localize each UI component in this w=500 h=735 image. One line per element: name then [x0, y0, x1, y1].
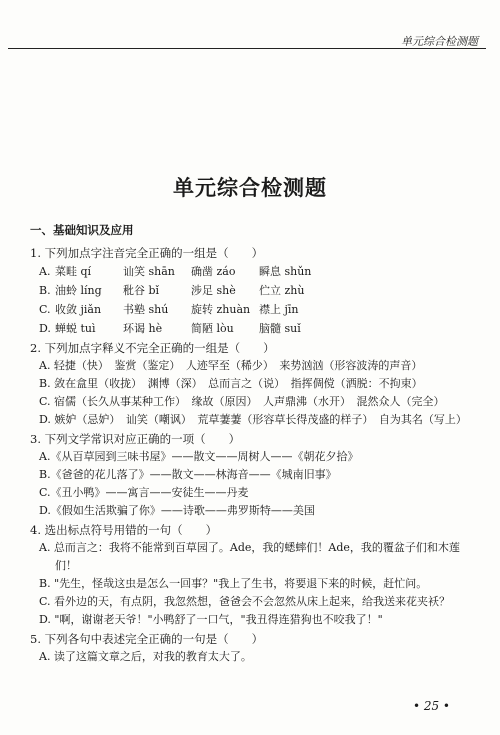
- option-letter: C.: [39, 303, 51, 316]
- option-item: 书塾 shú: [123, 303, 169, 316]
- option-item: 秕谷 bǐ: [123, 284, 160, 297]
- option-row-b: [30, 281, 478, 300]
- question-stem: 2. 下列加点字释义不完全正确的一组是（ ）: [30, 341, 275, 355]
- section-title: 一、基础知识及应用: [30, 223, 134, 237]
- option-item: 伫立 zhù: [259, 284, 305, 297]
- question-1: [30, 244, 478, 338]
- question-5: [30, 630, 478, 666]
- question-4: [30, 521, 478, 629]
- question-2: [30, 339, 478, 429]
- option-c: C. 看外边的天，有点阴，我忽然想，爸爸会不会忽然从床上起来，给我送来花夹袄？: [39, 595, 451, 608]
- option-b: B. 敛在盒里（收拢） 渊博（深） 总而言之（说） 指挥倜傥（洒脱：不拘束）: [39, 377, 423, 390]
- question-stem: 4. 选出标点符号用错的一句（ ）: [30, 523, 218, 537]
- exercise-content: [30, 222, 478, 667]
- option-c: C.《丑小鸭》——寓言——安徒生——丹麦: [39, 486, 249, 499]
- running-header-title: 单元综合检测题: [401, 35, 478, 48]
- option-item: 蝉蜕 tuì: [55, 322, 96, 335]
- option-row-c: [30, 300, 478, 319]
- option-item: 油蛉 líng: [55, 284, 102, 297]
- option-c: C. 宿儒（长久从事某种工作） 缘故（原因） 人声鼎沸（水开） 混然众人（完全）: [39, 395, 445, 408]
- option-item: 瞬息 shǔn: [259, 265, 312, 278]
- option-a: A. 轻捷（快） 鉴赏（鉴定） 人迹罕至（稀少） 来势汹汹（形容波涛的声音）: [39, 359, 423, 372]
- option-a: A. 总而言之：我将不能常到百草园了。Ade，我的蟋蟀们！Ade，我的覆盆子们和木莲们！: [39, 541, 460, 572]
- option-item: 收敛 jiǎn: [55, 303, 102, 316]
- page-number: • 25 •: [412, 699, 450, 713]
- option-a: A. 读了这篇文章之后，对我的教育太大了。: [39, 650, 252, 663]
- option-d: D. "啊，谢谢老天爷！"小鸭舒了一口气，"我丑得连猎狗也不咬我了！": [39, 613, 383, 626]
- question-stem: 3. 下列文学常识对应正确的一项（ ）: [30, 432, 241, 446]
- option-d: D. 嫉妒（忌妒） 讪笑（嘲讽） 荒草萋萋（形容草长得茂盛的样子） 自为其名（写上）: [39, 413, 467, 426]
- page-title: 单元综合检测题: [173, 176, 327, 200]
- option-item: 简陋 lòu: [191, 322, 234, 335]
- option-b: B.《爸爸的花儿落了》——散文——林海音——《城南旧事》: [39, 468, 337, 481]
- option-item: 确凿 záo: [191, 265, 236, 278]
- option-item: 讪笑 shān: [123, 265, 175, 278]
- option-item: 涉足 shè: [191, 284, 236, 297]
- option-row-a: [30, 262, 478, 281]
- option-b: B. "先生，怪哉这虫是怎么一回事？"我上了生书，将要退下来的时候，赶忙问。: [39, 577, 428, 590]
- option-row-d: [30, 319, 478, 338]
- option-item: 旋转 zhuàn: [191, 303, 251, 316]
- option-item: 环谒 hè: [123, 322, 163, 335]
- option-a: A.《从百草园到三味书屋》——散文——周树人——《朝花夕拾》: [39, 450, 359, 463]
- option-letter: B.: [39, 284, 51, 297]
- question-3: [30, 430, 478, 520]
- question-stem: 5. 下列各句中表述完全正确的一句是（ ）: [30, 632, 264, 646]
- question-stem: 1. 下列加点字注音完全正确的一组是（ ）: [30, 246, 264, 260]
- option-item: 襟上 jīn: [259, 303, 299, 316]
- option-letter: D.: [39, 322, 51, 335]
- option-item: 脑髓 suǐ: [259, 322, 301, 335]
- header-rule: [8, 48, 486, 49]
- option-letter: A.: [39, 265, 51, 278]
- option-item: 菜畦 qí: [55, 265, 92, 278]
- option-d: D.《假如生活欺骗了你》——诗歌——弗罗斯特——美国: [39, 504, 315, 517]
